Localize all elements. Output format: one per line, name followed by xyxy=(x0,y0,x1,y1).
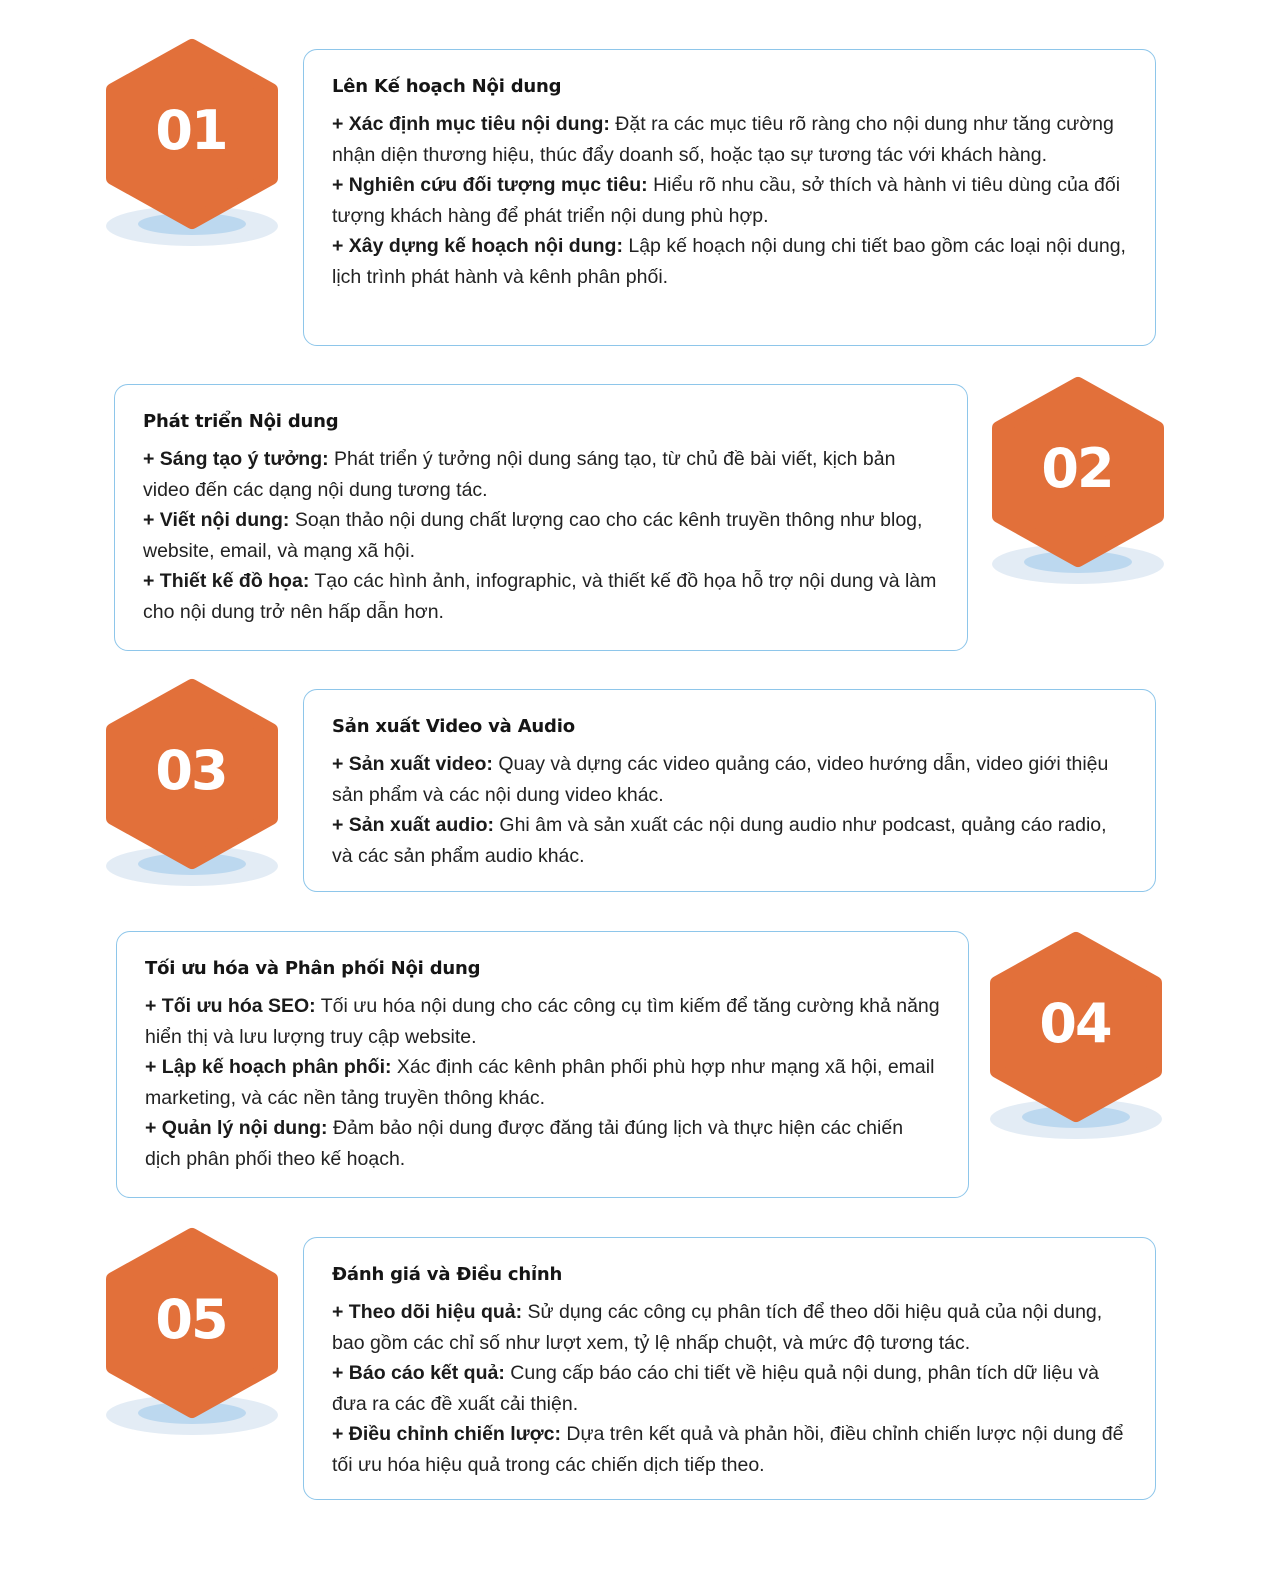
item-label: + Xác định mục tiêu nội dung: xyxy=(332,113,610,135)
step-number: 01 xyxy=(155,99,227,162)
step-number: 02 xyxy=(1041,437,1113,500)
item-label: + Tối ưu hóa SEO: xyxy=(145,995,316,1017)
item-label: + Thiết kế đồ họa: xyxy=(143,570,310,593)
step-1-card xyxy=(303,49,1156,346)
item-label: + Báo cáo kết quả: xyxy=(332,1362,505,1385)
item-text: Sử dụng các công cụ phân tích để theo dõi hiệu quả của nội dung, bao gồm các chỉ số như lượt xem, tỷ lệ nhấp chuột, và mức độ tương tác. xyxy=(332,1301,1103,1354)
item-text: Soạn thảo nội dung chất lượng cao cho các kênh truyền thông như blog, website, email, và mạng xã hội. xyxy=(143,509,923,562)
step-title: Sản xuất Video và Audio xyxy=(332,716,575,737)
step-4-card xyxy=(116,931,969,1198)
item-label: + Nghiên cứu đối tượng mục tiêu: xyxy=(332,174,648,197)
step-4-badge xyxy=(990,939,1170,1139)
item-label: + Viết nội dung: xyxy=(143,509,290,532)
step-description xyxy=(332,749,1129,871)
step-title: Đánh giá và Điều chỉnh xyxy=(332,1264,563,1285)
item-text: Lập kế hoạch nội dung chi tiết bao gồm các loại nội dung, lịch trình phát hành và kênh phân phối. xyxy=(332,235,1126,288)
item-text: Đặt ra các mục tiêu rõ ràng cho nội dung như tăng cường nhận diện thương hiệu, thúc đẩy doanh số, hoặc tạo sự tương tác với khách hàng. xyxy=(332,113,1114,166)
step-title: Tối ưu hóa và Phân phối Nội dung xyxy=(145,958,481,979)
step-description xyxy=(332,109,1129,293)
item-text: Ghi âm và sản xuất các nội dung audio như podcast, quảng cáo radio, và các sản phẩm audio khác. xyxy=(332,814,1107,867)
item-text: Phát triển ý tưởng nội dung sáng tạo, từ chủ đề bài viết, kịch bản video đến các dạng nội dung tương tác. xyxy=(143,448,896,501)
step-3-badge xyxy=(106,686,286,886)
step-number: 04 xyxy=(1039,992,1111,1055)
item-text: Dựa trên kết quả và phản hồi, điều chỉnh chiến lược nội dung để tối ưu hóa hiệu quả trong các chiến dịch tiếp theo. xyxy=(332,1423,1124,1476)
step-number: 03 xyxy=(155,739,227,802)
step-1-badge xyxy=(106,46,286,246)
item-label: + Xây dựng kế hoạch nội dung: xyxy=(332,235,623,258)
step-5-card xyxy=(303,1237,1156,1500)
item-label: + Sản xuất video: xyxy=(332,753,493,775)
item-label: + Lập kế hoạch phân phối: xyxy=(145,1056,392,1079)
item-text: Tạo các hình ảnh, infographic, và thiết kế đồ họa hỗ trợ nội dung và làm cho nội dung trở nên hấp dẫn hơn. xyxy=(143,570,937,623)
step-5-badge xyxy=(106,1235,286,1435)
step-description xyxy=(332,1297,1129,1481)
item-label: + Theo dõi hiệu quả: xyxy=(332,1301,523,1323)
item-text: Cung cấp báo cáo chi tiết về hiệu quả nội dung, phân tích dữ liệu và đưa ra các đề xuất cải thiện. xyxy=(332,1362,1099,1415)
step-number: 05 xyxy=(155,1288,227,1351)
item-text: Xác định các kênh phân phối phù hợp như mạng xã hội, email marketing, và các nền tảng truyền thông khác. xyxy=(145,1056,935,1109)
item-label: + Sản xuất audio: xyxy=(332,814,494,837)
item-text: Tối ưu hóa nội dung cho các công cụ tìm kiếm để tăng cường khả năng hiển thị và lưu lượng truy cập website. xyxy=(145,995,940,1048)
item-text: Quay và dựng các video quảng cáo, video hướng dẫn, video giới thiệu sản phẩm và các nội dung video khác. xyxy=(332,753,1109,806)
step-description xyxy=(145,991,942,1175)
step-2-card xyxy=(114,384,968,651)
step-title: Lên Kế hoạch Nội dung xyxy=(332,76,562,97)
step-2-badge xyxy=(992,384,1172,584)
item-text: Đảm bảo nội dung được đăng tải đúng lịch và thực hiện các chiến dịch phân phối theo kế hoạch. xyxy=(145,1117,904,1170)
item-text: Hiểu rõ nhu cầu, sở thích và hành vi tiêu dùng của đối tượng khách hàng để phát triển nội dung phù hợp. xyxy=(332,174,1121,227)
step-title: Phát triển Nội dung xyxy=(143,411,339,432)
item-label: + Sáng tạo ý tưởng: xyxy=(143,448,329,470)
item-label: + Điều chỉnh chiến lược: xyxy=(332,1423,561,1446)
step-3-card xyxy=(303,689,1156,892)
step-description xyxy=(143,444,941,628)
item-label: + Quản lý nội dung: xyxy=(145,1117,328,1140)
